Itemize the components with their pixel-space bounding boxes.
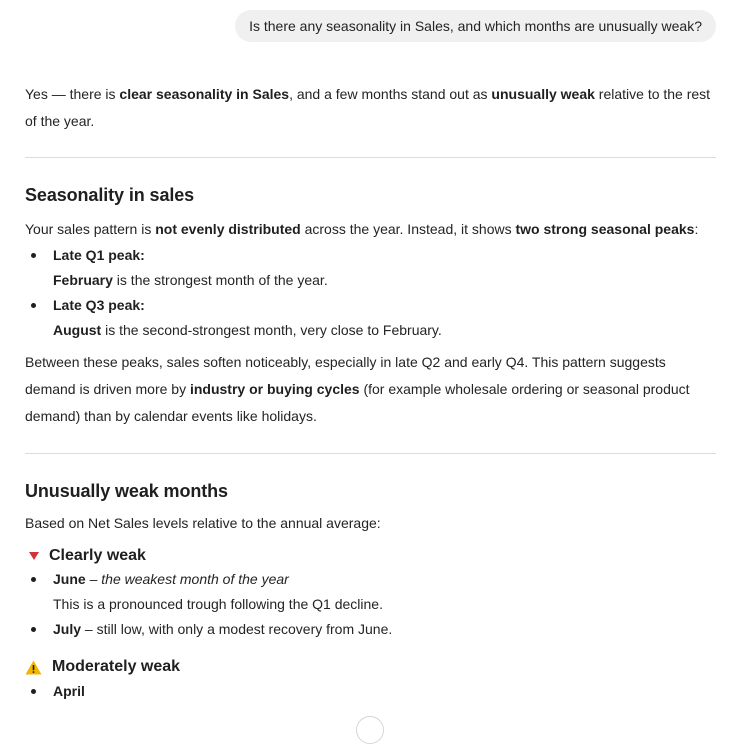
user-message-bubble: Is there any seasonality in Sales, and which months are unusually weak? (235, 10, 716, 42)
divider (25, 453, 716, 454)
moderately-weak-list (25, 679, 716, 704)
bullet-icon (31, 253, 36, 258)
clearly-weak-heading: Clearly weak (25, 547, 716, 565)
list-item: July – still low, with only a modest recovery from June. (25, 617, 716, 642)
user-message-row (235, 10, 716, 42)
bullet-icon (31, 303, 36, 308)
list-item: Late Q1 peak: February is the strongest month of the year. (25, 243, 716, 293)
list-item: Late Q3 peak: August is the second-strongest month, very close to February. (25, 293, 716, 343)
scroll-down-button[interactable] (356, 716, 384, 744)
list-item: June – the weakest month of the year This is a pronounced trough following the Q1 decline. (25, 567, 716, 617)
bullet-icon (31, 689, 36, 694)
list-item: April (25, 679, 716, 704)
moderately-weak-heading: Moderately weak (25, 658, 716, 676)
weak-months-lead: Based on Net Sales levels relative to the annual average: (25, 515, 381, 531)
intro-paragraph: Yes — there is clear seasonality in Sales, and a few months stand out as unusually weak relative to the rest of the year. (25, 86, 711, 129)
divider (25, 157, 716, 158)
assistant-response (25, 75, 716, 704)
seasonality-lead: Your sales pattern is not evenly distributed across the year. Instead, it shows two strong seasonal peaks: (25, 221, 699, 237)
red-triangle-down-icon (29, 551, 39, 561)
warning-icon (25, 660, 42, 675)
seasonality-closing: Between these peaks, sales soften noticeably, especially in late Q2 and early Q4. This pattern suggests demand is driven more by industry or buying cycles (for example wholesale ordering or seasonal product demand) than by calendar events like holidays. (25, 354, 690, 424)
section-heading-weak-months: Unusually weak months (25, 481, 228, 501)
bullet-icon (31, 577, 36, 582)
peaks-list (25, 243, 716, 343)
section-heading-seasonality: Seasonality in sales (25, 185, 195, 205)
bullet-icon (31, 627, 36, 632)
clearly-weak-list (25, 567, 716, 642)
